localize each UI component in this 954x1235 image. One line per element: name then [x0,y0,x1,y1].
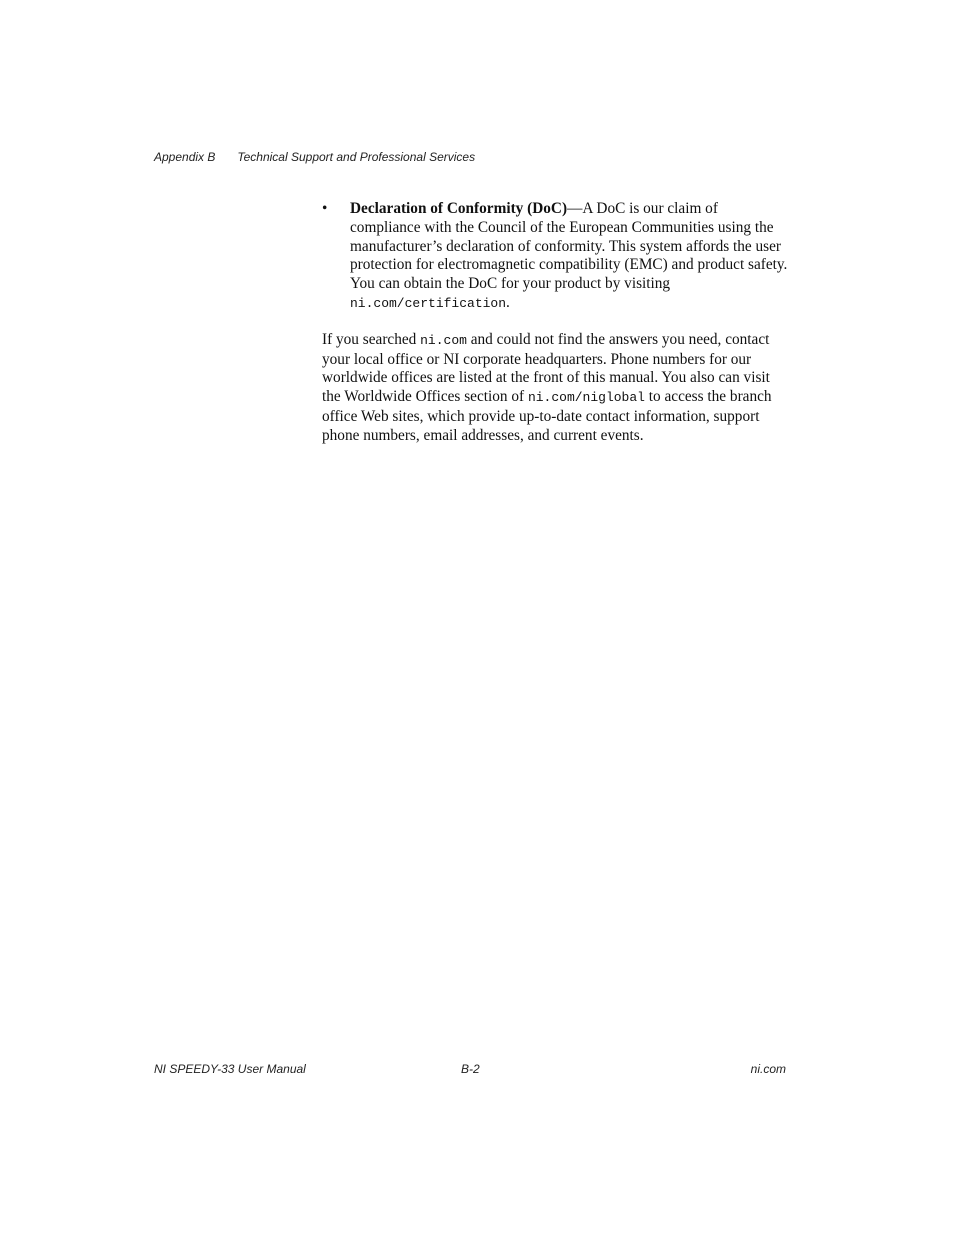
paragraph-part-2: and could not find the answers you need, contact your local office or NI corporate headquarters. Phone numbers for our worldwide offices are listed at the front of this manual. You also can visit the Worldwide Offices section of [322,330,770,406]
bullet-item-doc [322,200,792,314]
bullet-term: Declaration of Conformity (DoC) [350,200,568,217]
page-footer [154,1062,786,1078]
bullet-end: . [506,293,510,311]
running-header [154,150,475,164]
certification-link[interactable]: ni.com/certification [350,295,507,311]
support-paragraph [322,331,792,446]
ni-com-link[interactable]: ni.com [420,332,467,348]
niglobal-link[interactable]: ni.com/niglobal [527,390,645,406]
header-section-title: Technical Support and Professional Services [237,150,476,164]
bullet-text: —A DoC is our claim of compliance with the Council of the European Communities using the manufacturer’s declaration of conformity. This system affords the user protection for electromagnetic compatibility (EMC) and product safety. You can obtain the DoC for your product by visiting [350,200,788,293]
page-body [322,200,792,446]
header-appendix: Appendix B [154,150,216,164]
bullet-mark: • [322,200,328,217]
footer-manual-title: NI SPEEDY-33 User Manual [154,1062,306,1076]
paragraph-part-3: to access the branch office Web sites, which provide up-to-date contact information, support phone numbers, email addresses, and current events. [322,388,772,444]
paragraph-part-1: If you searched [322,330,421,348]
footer-website: ni.com [750,1062,786,1076]
footer-page-number: B-2 [461,1062,480,1076]
